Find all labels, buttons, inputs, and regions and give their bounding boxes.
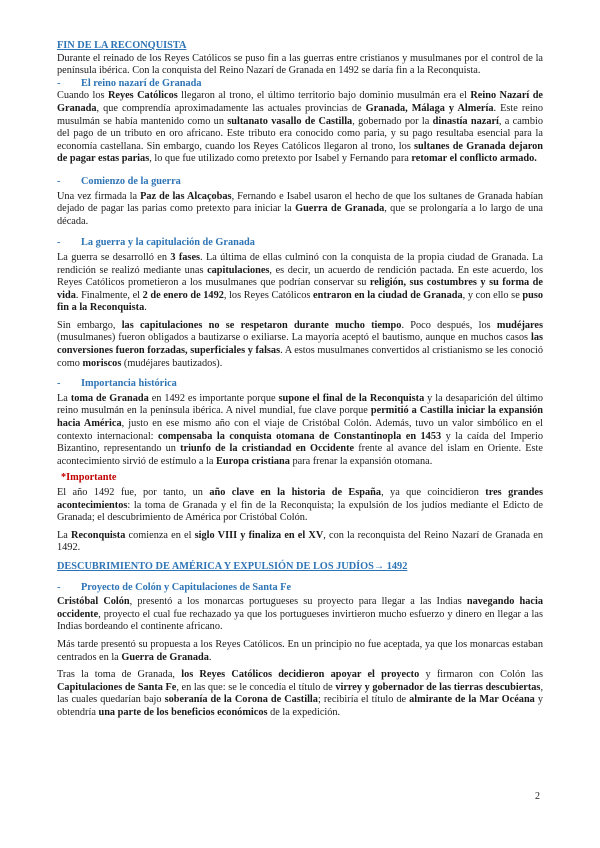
page-number: 2 xyxy=(535,791,540,802)
paragraph: Sin embargo, las capitulaciones no se respetaron durante mucho tiempo. Poco después, los mudéjares (musulmanes) fueron obligados a bautizarse o exiliarse. La mayoría aceptó el bautismo, aunque en muchos casos las conversiones fueron forzadas, superficiales y falsas. A estos musulmanes convertidos al cristianismo se les conoció como moriscos (mudéjares bautizados). xyxy=(57,319,544,369)
paragraph: Más tarde presentó su propuesta a los Reyes Católicos. En un principio no fue aceptada, ya que los monarcas estaban centrados en la Guerra de Granada. xyxy=(57,638,543,663)
subsection-heading: - Comienzo de la guerra xyxy=(57,175,181,187)
paragraph: La guerra se desarrolló en 3 fases. La última de ellas culminó con la conquista de la propia ciudad de Granada. La rendición se realizó mediante unas capitulaciones, es decir, un acuerdo de rendición pactada. En este acuerdo, los Reyes Católicos prometieron a los musulmanes que podrían conservar su religión, sus costumbres y su forma de vida. Finalmente, el 2 de enero de 1492, los Reyes Católicos entraron en la ciudad de Granada, y con ello se puso fin a la Reconquista. xyxy=(57,251,543,314)
subsection-heading: - Importancia histórica xyxy=(57,378,177,390)
paragraph: La toma de Granada en 1492 es importante porque supone el final de la Reconquista y la desaparición del último reino musulmán en la península ibérica. A nivel mundial, fue clave porque permitió a Castilla iniciar la expansión hacia América, justo en ese mismo año con el viaje de Cristóbal Colón. Además, tuvo un valor simbólico en el contexto internacional: compensaba la conquista otomana de Constantinopla en 1453 y la caída del Imperio Bizantino, representando un triunfo de la cristiandad en Occidente frente al avance del islam en Oriente. Este acontecimiento sirvió de estímulo a la Europa cristiana para frenar la expansión otomana. xyxy=(57,392,544,467)
subsection-title: Importancia histórica xyxy=(81,378,177,390)
subsection-title: El reino nazarí de Granada xyxy=(81,77,202,89)
subsection-heading: - Proyecto de Colón y Capitulaciones de Santa Fe xyxy=(57,581,292,593)
subsection-title: Comienzo de la guerra xyxy=(81,175,181,187)
subsection-title: La guerra y la capitulación de Granada xyxy=(81,237,255,249)
important-label: *Importante xyxy=(61,472,117,484)
section-title: DESCUBRIMIENTO DE AMÉRICA Y EXPULSIÓN DE LOS JUDÍOS→ 1492 xyxy=(57,560,408,572)
paragraph: Una vez firmada la Paz de las Alcaçobas, Fernando e Isabel usaron el hecho de que los sultanes de Granada habían dejado de pagar las parias como pretexto para iniciar la Guerra de Granada, que se prolongaría a lo largo de una década. xyxy=(57,190,543,227)
paragraph: Durante el reinado de los Reyes Católicos se puso fin a las guerras entre cristianos y musulmanes por el control de la península ibérica. Con la conquista del Reino Nazarí de Granada en 1492 se daría fin a la Reconquista. xyxy=(57,52,543,77)
section-title: FIN DE LA RECONQUISTA xyxy=(57,40,187,51)
paragraph: El año 1492 fue, por tanto, un año clave en la historia de España, ya que coincidieron tres grandes acontecimientos: la toma de Granada y el fin de la Reconquista; la expulsión de los judíos mediante el Edicto de Granada; el descubrimiento de América por Cristóbal Colón. xyxy=(57,487,543,524)
document-page xyxy=(57,40,543,720)
subsection-heading: - El reino nazarí de Granada xyxy=(57,77,202,89)
paragraph: Tras la toma de Granada, los Reyes Católicos decidieron apoyar el proyecto y firmaron con Colón las Capitulaciones de Santa Fe, en las que: se le concedía el título de virrey y gobernador de las tierras descubiertas, las cuales quedarían bajo soberanía de la Corona de Castilla; recibiría el título de almirante de la Mar Océana y obtendría una parte de los beneficios económicos de la expedición. xyxy=(57,669,544,718)
paragraph: La Reconquista comienza en el siglo VIII y finaliza en el XV, con la reconquista del Reino Nazarí de Granada en 1492. xyxy=(57,529,543,554)
paragraph: Cuando los Reyes Católicos llegaron al trono, el último territorio bajo dominio musulmán era el Reino Nazarí de Granada, que comprendía aproximadamente las actuales provincias de Granada, Málaga y Almería. Este reino musulmán se había mantenido como un sultanato vasallo de Castilla, gobernado por la dinastía nazarí, a cambio del pago de un tributo en oro africano. Este tributo era conocido como paria, y su pago resultaba esencial para la economía castellana. Sin embargo, cuando los Reyes Católicos llegaron al trono, los sultanes de Granada dejaron de pagar estas parias, lo que fue utilizado como pretexto por Isabel y Fernando para retomar el conflicto armado. xyxy=(57,90,544,165)
paragraph: Cristóbal Colón, presentó a los monarcas portugueses su proyecto para llegar a las Indias navegando hacia occidente, proyecto el cual fue rechazado ya que los portugueses invirtieron mucho esfuerzo y dinero en llegar a las Indias bordeando el continente africano. xyxy=(57,596,543,633)
subsection-heading: - La guerra y la capitulación de Granada xyxy=(57,237,255,249)
subsection-title: Proyecto de Colón y Capitulaciones de Santa Fe xyxy=(81,581,292,593)
